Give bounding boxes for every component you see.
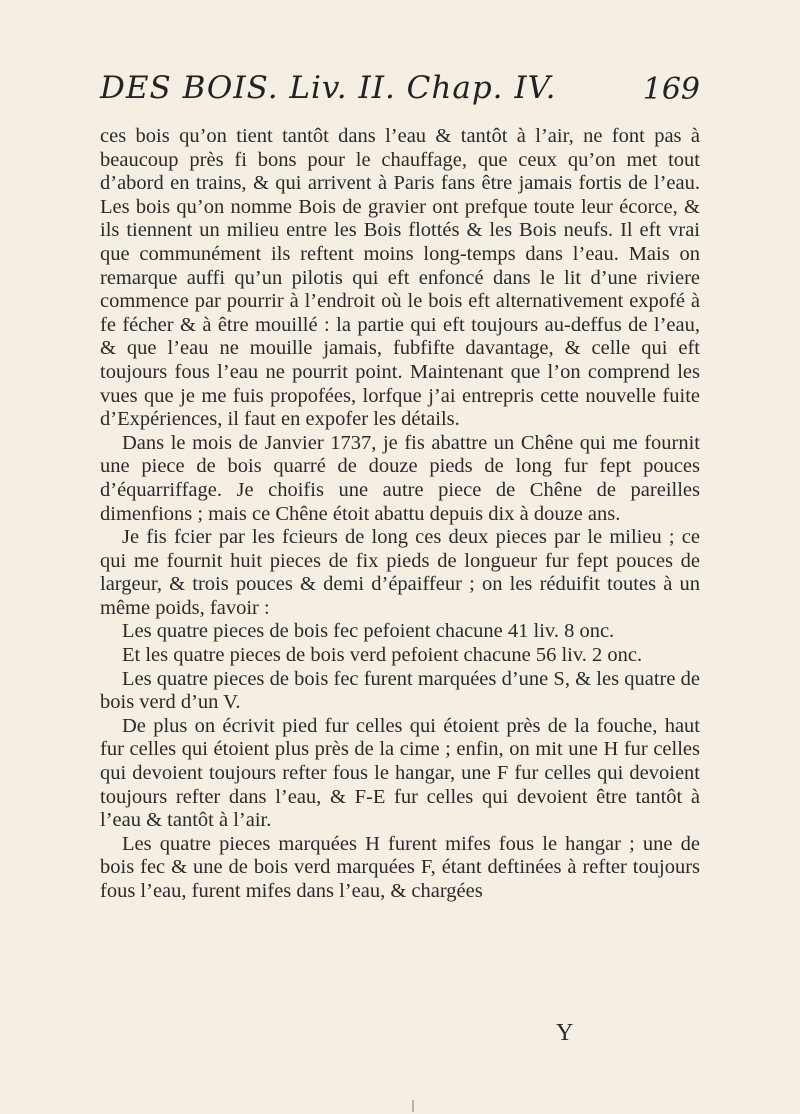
running-title: DES BOIS. Liv. II. Chap. IV. [100,70,557,106]
running-head [100,70,700,110]
signature-mark: Y [556,1020,574,1046]
paragraph-5: Et les quatre pieces de bois verd pefoient chacune 56 liv. 2 onc. [122,644,643,667]
paper-mark [412,1100,414,1112]
paragraph-3: Je fis fcier par les fcieurs de long ces deux pieces par le milieu ; ce qui me fournit huit pieces de fix pieds de longueur fur fept pouces de largeur, & trois pouces & demi d’épaiffeur ; on les réduifit toutes à un même poids, favoir : [100,526,700,619]
paragraph-1: ces bois qu’on tient tantôt dans l’eau & tantôt à l’air, ne font pas à beaucoup près fi bons pour le chauffage, que ceux qu’on met tout d’abord en trains, & qui arrivent à Paris fans être jamais fortis de l’eau. Les bois qu’on nomme Bois de gravier ont prefque toute leur écorce, & ils tiennent un milieu entre les Bois flottés & les Bois neufs. Il eft vrai que communément ils reftent moins long-temps dans l’eau. Mais on remarque auffi qu’un pilotis qui eft enfoncé dans le lit d’une riviere commence par pourrir à l’endroit où le bois eft alternativement expofé à fe fécher & à être mouillé : la partie qui eft toujours au-deffus de l’eau, & que l’eau ne mouille jamais, fubfifte davantage, & celle qui eft toujours fous l’eau ne pourrit point. Maintenant que l’on comprend les vues que je me fuis propofées, lorfque j’ai entrepris cette nouvelle fuite d’Expériences, il faut en expofer les détails. [100,125,700,431]
paragraph-7: De plus on écrivit pied fur celles qui étoient près de la fouche, haut fur celles qui étoient plus près de la cime ; enfin, on mit une H fur celles qui devoient toujours refter fous le hangar, une F fur celles qui devoient toujours refter dans l’eau, & F-E fur celles qui devoient être tantôt à l’eau & tantôt à l’air. [100,714,700,832]
paragraph-6: Les quatre pieces de bois fec furent marquées d’une S, & les quatre de bois verd d’un V. [100,667,700,714]
body-text [100,125,700,904]
paragraph-4: Les quatre pieces de bois fec pefoient chacune 41 liv. 8 onc. [122,620,615,643]
page-number: 169 [642,72,700,107]
paragraph-2: Dans le mois de Janvier 1737, je fis abattre un Chêne qui me fournit une piece de bois quarré de douze pieds de long fur fept pouces d’équarriffage. Je choifis une autre piece de Chêne de pareilles dimenfions ; mais ce Chêne étoit abattu depuis dix à douze ans. [100,431,700,525]
paragraph-8: Les quatre pieces marquées H furent mifes fous le hangar ; une de bois fec & une de bois verd marquées F, étant deftinées à refter toujours fous l’eau, furent mifes dans l’eau, & chargées [100,832,700,902]
